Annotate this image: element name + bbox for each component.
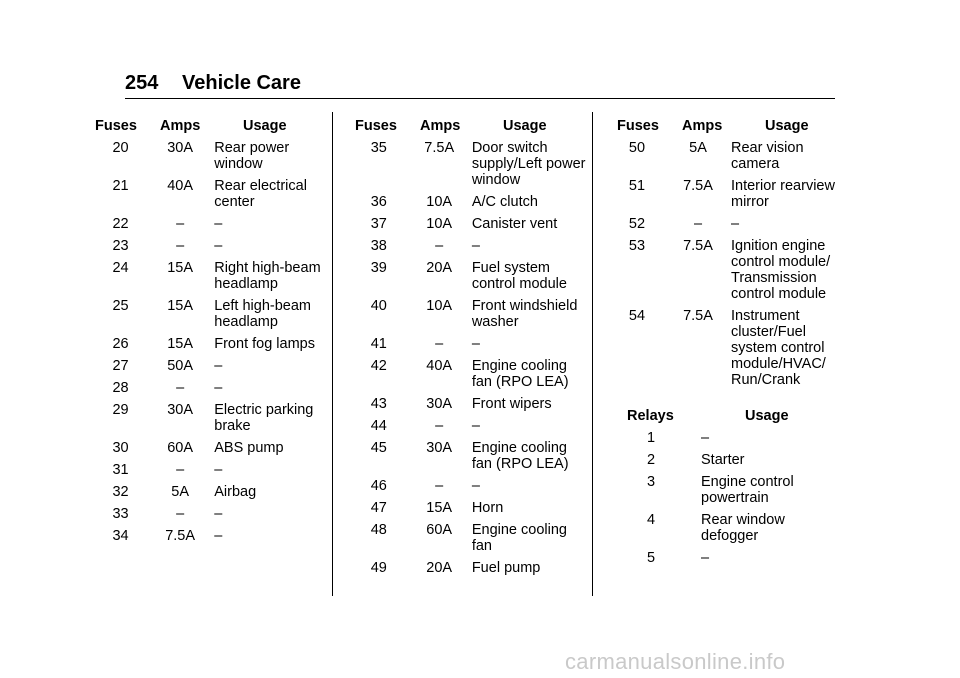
fuse-amps: 7.5A	[424, 140, 455, 156]
table-row	[95, 140, 330, 172]
table-row	[95, 336, 330, 352]
fuse-rows	[617, 140, 852, 388]
header-usage: Usage	[243, 118, 287, 134]
fuse-amps: 60A	[426, 522, 453, 538]
table-header	[95, 118, 330, 134]
fuse-usage: Airbag	[214, 484, 257, 500]
fuse-usage: ABS pump	[214, 440, 284, 456]
table-row	[95, 484, 330, 500]
fuse-usage: –	[471, 336, 480, 352]
fuse-rows	[95, 140, 330, 544]
fuse-usage: Ignition engine control module/ Transmission control module	[731, 238, 831, 302]
fuse-number: 43	[370, 396, 387, 412]
relay-rows	[617, 430, 852, 566]
watermark: carmanualsonline.info	[565, 649, 786, 674]
relay-usage: Rear window defogger	[701, 512, 785, 544]
header-amps: Amps	[420, 118, 461, 134]
table-row	[95, 528, 330, 544]
fuse-amps: 30A	[167, 402, 194, 418]
table-row	[617, 430, 852, 446]
fuse-usage: Instrument cluster/Fuel system control module/HVAC/ Run/Crank	[731, 308, 826, 388]
fuse-usage: –	[471, 418, 480, 434]
table-row	[355, 440, 590, 472]
table-row	[95, 298, 330, 330]
relay-usage: –	[701, 550, 710, 566]
fuse-usage: Door switch supply/Left power window	[471, 140, 586, 188]
column-divider	[332, 112, 333, 596]
fuse-number: 20	[112, 140, 129, 156]
fuse-usage: Front wipers	[471, 396, 552, 412]
table-row	[617, 550, 852, 566]
relay-number: 3	[646, 474, 656, 490]
fuse-amps: 20A	[426, 560, 453, 576]
fuse-amps: –	[435, 478, 444, 494]
table-row	[617, 178, 852, 210]
fuse-amps: 15A	[426, 500, 453, 516]
table-row	[617, 238, 852, 302]
fuse-number: 44	[370, 418, 387, 434]
fuse-number: 40	[370, 298, 387, 314]
fuse-number: 25	[112, 298, 129, 314]
fuse-amps: 15A	[167, 298, 194, 314]
fuse-amps: 7.5A	[165, 528, 196, 544]
fuse-amps: –	[176, 380, 185, 396]
table-row	[355, 216, 590, 232]
fuse-number: 47	[370, 500, 387, 516]
relay-number: 1	[646, 430, 656, 446]
fuse-usage: Interior rearview mirror	[731, 178, 835, 210]
fuse-number: 48	[370, 522, 387, 538]
table-row	[355, 396, 590, 412]
fuse-amps: –	[435, 418, 444, 434]
fuse-usage: –	[214, 380, 223, 396]
fuse-amps: 30A	[426, 396, 453, 412]
table-row	[355, 298, 590, 330]
table-row	[355, 336, 590, 352]
table-header	[617, 118, 852, 134]
header-amps: Amps	[682, 118, 723, 134]
fuse-usage: Engine cooling fan	[471, 522, 567, 554]
relay-number: 4	[646, 512, 656, 528]
fuse-usage: A/C clutch	[471, 194, 538, 210]
table-row	[355, 478, 590, 494]
fuse-amps: –	[435, 238, 444, 254]
fuse-usage: Electric parking brake	[214, 402, 314, 434]
fuse-usage: Rear electrical center	[214, 178, 307, 210]
fuse-usage: Engine cooling fan (RPO LEA)	[471, 358, 569, 390]
fuse-number: 34	[112, 528, 129, 544]
fuse-amps: 15A	[167, 336, 194, 352]
header-fuses: Fuses	[617, 118, 659, 134]
fuse-amps: 10A	[426, 216, 453, 232]
table-row	[355, 260, 590, 292]
fuse-amps: 30A	[167, 140, 194, 156]
fuse-usage: Engine cooling fan (RPO LEA)	[471, 440, 569, 472]
fuse-usage: Rear power window	[214, 140, 290, 172]
relays-table-header	[617, 408, 852, 424]
table-row	[95, 216, 330, 232]
header-usage: Usage	[503, 118, 547, 134]
fuse-amps: 60A	[167, 440, 194, 456]
fuse-amps: 7.5A	[683, 238, 713, 254]
table-row	[355, 140, 590, 188]
fuse-amps: 30A	[426, 440, 453, 456]
table-row	[617, 512, 852, 544]
fuse-amps: –	[176, 462, 185, 478]
table-row	[95, 178, 330, 210]
fuse-number: 33	[112, 506, 129, 522]
fuse-usage: –	[214, 216, 223, 232]
relay-usage: Engine control powertrain	[701, 474, 794, 506]
fuse-amps: 5A	[689, 140, 707, 156]
fuse-number: 52	[628, 216, 646, 232]
fuse-number: 26	[112, 336, 129, 352]
fuse-amps: 10A	[426, 298, 453, 314]
header-fuses: Fuses	[355, 118, 397, 134]
fuse-amps: 15A	[167, 260, 194, 276]
fuse-number: 27	[112, 358, 129, 374]
fuse-number: 45	[370, 440, 387, 456]
relay-number: 2	[646, 452, 656, 468]
fuse-usage: Front windshield washer	[471, 298, 578, 330]
fuse-table-column-3	[617, 116, 852, 572]
column-divider	[592, 112, 593, 596]
page-header	[125, 70, 835, 99]
fuse-table-column-2	[355, 116, 590, 582]
table-row	[95, 462, 330, 478]
fuse-usage: Right high-beam headlamp	[214, 260, 321, 292]
fuse-amps: –	[176, 506, 185, 522]
fuse-number: 24	[112, 260, 129, 276]
fuse-usage: –	[214, 528, 223, 544]
fuse-number: 23	[112, 238, 129, 254]
fuse-number: 30	[112, 440, 129, 456]
fuse-number: 32	[112, 484, 129, 500]
table-row	[617, 140, 852, 172]
fuse-amps: 40A	[426, 358, 453, 374]
table-header	[355, 118, 590, 134]
fuse-number: 28	[112, 380, 129, 396]
table-row	[95, 506, 330, 522]
fuse-rows	[355, 140, 590, 576]
fuse-usage: –	[214, 462, 223, 478]
table-row	[617, 452, 852, 468]
fuse-number: 21	[112, 178, 129, 194]
fuse-number: 54	[628, 308, 646, 324]
fuse-number: 39	[370, 260, 387, 276]
fuse-number: 38	[370, 238, 387, 254]
fuse-amps: 10A	[426, 194, 453, 210]
table-row	[355, 194, 590, 210]
fuse-usage: Front fog lamps	[214, 336, 315, 352]
table-row	[95, 440, 330, 456]
table-row	[95, 260, 330, 292]
fuse-number: 51	[628, 178, 646, 194]
fuse-usage: Left high-beam headlamp	[214, 298, 311, 330]
fuse-usage: –	[471, 478, 480, 494]
fuse-usage: –	[214, 506, 223, 522]
fuse-amps: 20A	[426, 260, 453, 276]
fuse-number: 29	[112, 402, 129, 418]
header-amps: Amps	[160, 118, 201, 134]
fuse-number: 53	[628, 238, 646, 254]
table-row	[95, 358, 330, 374]
fuse-amps: –	[693, 216, 703, 232]
fuse-amps: 7.5A	[683, 308, 713, 324]
table-row	[617, 308, 852, 388]
fuse-usage: –	[471, 238, 480, 254]
fuse-amps: 50A	[167, 358, 194, 374]
table-row	[617, 216, 852, 232]
fuse-number: 36	[370, 194, 387, 210]
fuse-usage: –	[731, 216, 740, 232]
fuse-amps: 7.5A	[683, 178, 713, 194]
header-fuses: Fuses	[95, 118, 137, 134]
page-title: Vehicle Care	[182, 72, 301, 94]
page-number: 254	[125, 72, 159, 94]
table-row	[355, 560, 590, 576]
fuse-number: 31	[112, 462, 129, 478]
fuse-number: 22	[112, 216, 129, 232]
fuse-amps: –	[435, 336, 444, 352]
table-row	[355, 500, 590, 516]
table-row	[355, 522, 590, 554]
table-row	[355, 238, 590, 254]
relay-usage: –	[701, 430, 710, 446]
fuse-usage: Rear vision camera	[731, 140, 804, 172]
fuse-usage: Horn	[471, 500, 504, 516]
fuse-number: 46	[370, 478, 387, 494]
fuse-amps: 40A	[167, 178, 194, 194]
fuse-number: 42	[370, 358, 387, 374]
fuse-table-column-1	[95, 116, 330, 550]
table-row	[95, 402, 330, 434]
fuse-amps: 5A	[171, 484, 189, 500]
table-row	[95, 238, 330, 254]
table-row	[95, 380, 330, 396]
fuse-usage: Fuel system control module	[471, 260, 567, 292]
header-relay-usage: Usage	[745, 408, 789, 424]
header-usage: Usage	[765, 118, 809, 134]
fuse-number: 49	[370, 560, 387, 576]
header-relays: Relays	[627, 408, 674, 424]
fuse-number: 35	[370, 140, 387, 156]
fuse-usage: Canister vent	[471, 216, 558, 232]
table-row	[617, 474, 852, 506]
table-row	[355, 418, 590, 434]
fuse-number: 41	[370, 336, 387, 352]
fuse-usage: –	[214, 358, 223, 374]
table-row	[355, 358, 590, 390]
fuse-usage: –	[214, 238, 223, 254]
relay-number: 5	[646, 550, 656, 566]
fuse-number: 37	[370, 216, 387, 232]
fuse-amps: –	[176, 216, 185, 232]
fuse-number: 50	[628, 140, 646, 156]
relay-usage: Starter	[701, 452, 745, 468]
fuse-amps: –	[176, 238, 185, 254]
fuse-usage: Fuel pump	[471, 560, 541, 576]
